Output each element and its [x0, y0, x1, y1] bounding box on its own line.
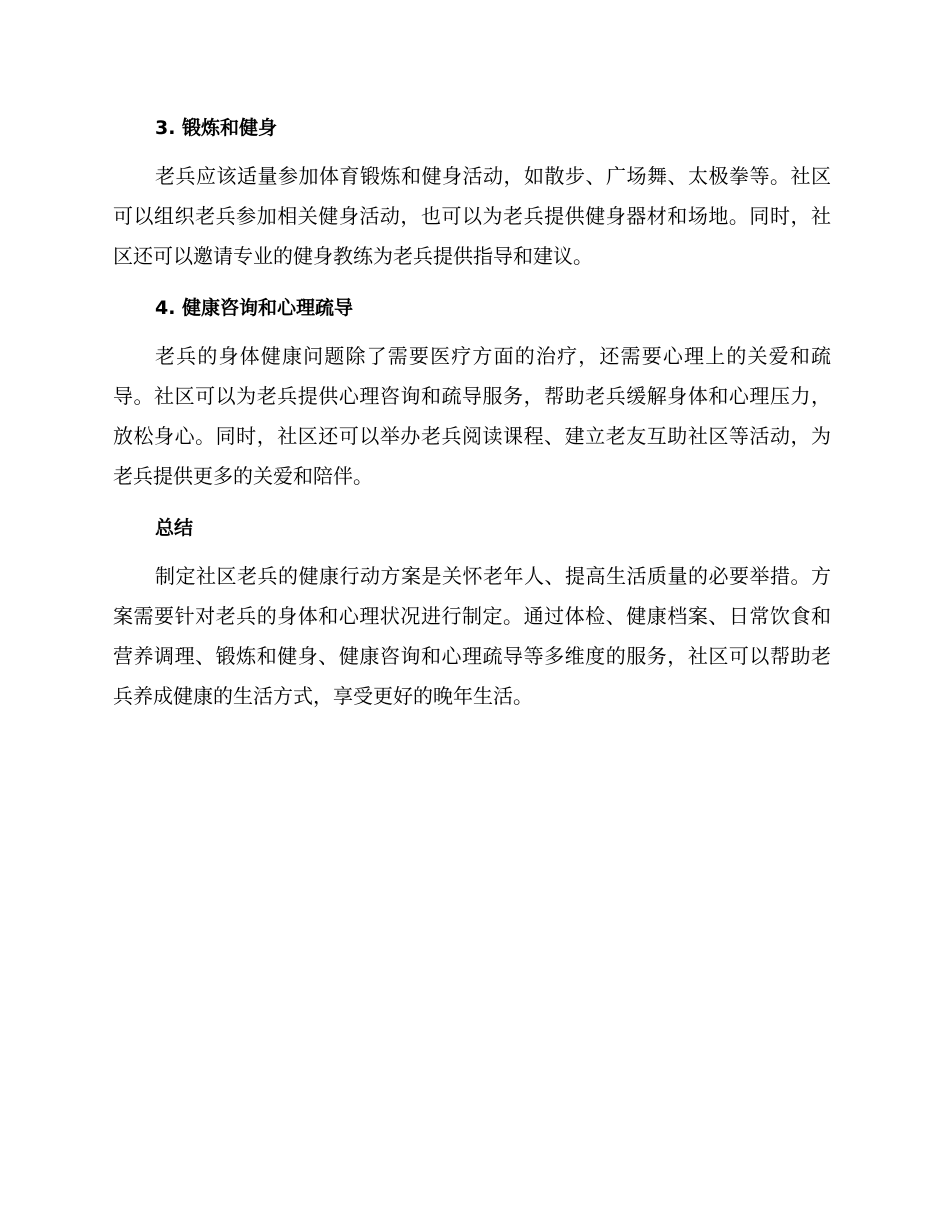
section-counseling: [113, 290, 831, 496]
section-paragraph: 老兵应该适量参加体育锻炼和健身活动，如散步、广场舞、太极拳等。社区可以组织老兵参加相关健身活动，也可以为老兵提供健身器材和场地。同时，社区还可以邀请专业的健身教练为老兵提供指导和建议。: [113, 164, 831, 268]
section-exercise: [113, 110, 831, 276]
section-paragraph: 老兵的身体健康问题除了需要医疗方面的治疗，还需要心理上的关爱和疏导。社区可以为老兵提供心理咨询和疏导服务，帮助老兵缓解身体和心理压力，放松身心。同时，社区还可以举办老兵阅读课程、建立老友互助社区等活动，为老兵提供更多的关爱和陪伴。: [113, 344, 831, 488]
section-summary: [113, 510, 831, 716]
section-heading: 3. 锻炼和健身: [155, 117, 278, 139]
section-heading: 总结: [155, 517, 194, 539]
document-page: [113, 110, 831, 730]
section-paragraph: 制定社区老兵的健康行动方案是关怀老年人、提高生活质量的必要举措。方案需要针对老兵的身体和心理状况进行制定。通过体检、健康档案、日常饮食和营养调理、锻炼和健身、健康咨询和心理疏导等多维度的服务，社区可以帮助老兵养成健康的生活方式，享受更好的晚年生活。: [113, 564, 831, 708]
section-heading: 4. 健康咨询和心理疏导: [155, 297, 354, 319]
